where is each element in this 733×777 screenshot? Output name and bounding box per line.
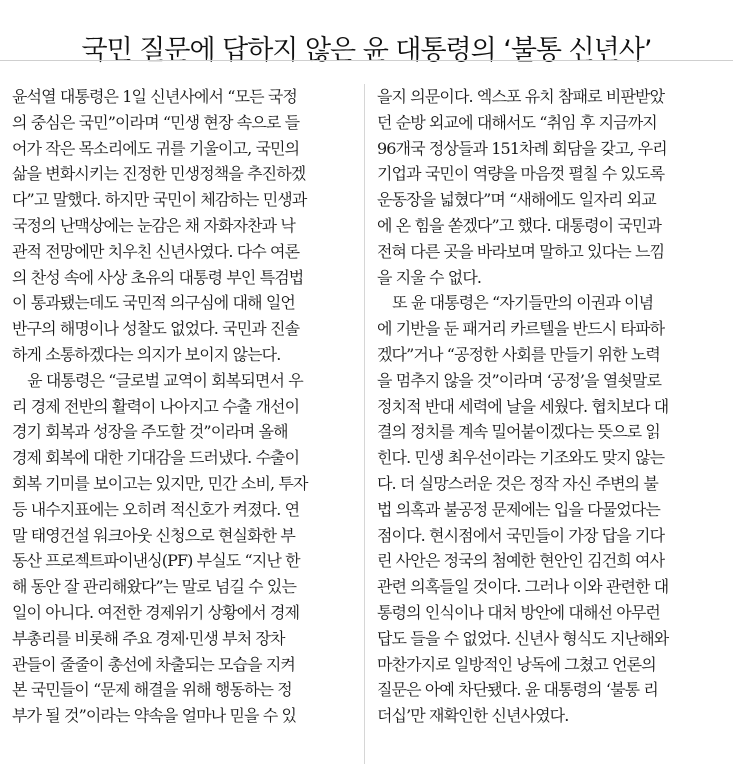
text-line: 회복 기미를 보이고는 있지만, 민간 소비, 투자 (12, 473, 308, 493)
text-line: 다. 더 실망스러운 것은 정작 자신 주변의 불 (377, 473, 658, 493)
text-line: 동산 프로젝트파이낸싱(PF) 부실도 “지난 한 (12, 551, 300, 571)
text-line: 결의 정치를 계속 밀어붙이겠다는 뜻으로 읽 (377, 422, 660, 442)
text-line: 윤석열 대통령은 1일 신년사에서 “모든 국정 (12, 87, 297, 106)
text-line: 이 통과됐는데도 국민적 의구심에 대해 일언 (12, 293, 295, 313)
text-line: 더십’만 재확인한 신년사였다. (377, 706, 569, 726)
text-line: 말 태영건설 워크아웃 신청으로 현실화한 부 (12, 525, 295, 545)
text-line: 경제 회복에 대한 기대감을 드러냈다. 수출이 (12, 448, 300, 468)
text-line: 힌다. 민생 최우선이라는 기조와도 맞지 않는 (377, 448, 665, 468)
text-line: 관들이 줄줄이 총선에 차출되는 모습을 지켜 (12, 654, 295, 674)
text-line: 전혀 다른 곳을 바라보며 말하고 있다는 느낌 (377, 241, 665, 261)
text-line: 삶을 변화시키는 진정한 민생정책을 추진하겠 (12, 164, 306, 184)
text-line: 을 멈추지 않을 것”이라며 ‘공정’을 열쇳말로 (377, 370, 662, 390)
text-line: 또 윤 대통령은 “자기들만의 이권과 이념 (377, 293, 654, 313)
text-line: 해 동안 잘 관리해왔다”는 말로 넘길 수 있는 (12, 577, 297, 597)
column-divider (364, 84, 365, 764)
text-line: 기업과 국민이 역량을 마음껏 펼칠 수 있도록 (377, 164, 665, 184)
text-line: 관련 의혹들일 것이다. 그러나 이와 관련한 대 (377, 577, 669, 597)
text-line: 부총리를 비롯해 주요 경제·민생 부처 장차 (12, 628, 285, 648)
text-line: 통령의 인식이나 대처 방안에 대해선 아무런 (377, 602, 660, 622)
text-line: 에 기반을 둔 패거리 카르텔을 반드시 타파하 (377, 319, 665, 339)
headline-rule (0, 60, 733, 61)
text-line: 의 찬성 속에 사상 초유의 대통령 부인 특검법 (12, 267, 304, 287)
text-line: 경기 회복과 성장을 주도할 것”이라며 올해 (12, 422, 288, 442)
text-line: 일이 아니다. 여전한 경제위기 상황에서 경제 (12, 602, 300, 622)
text-line: 마찬가지로 일방적인 낭독에 그쳤고 언론의 (377, 654, 656, 674)
text-line: 다”고 말했다. 하지만 국민이 체감하는 민생과 (12, 190, 307, 210)
text-line: 리 경제 전반의 활력이 나아지고 수출 개선이 (12, 396, 300, 416)
text-line: 본 국민들이 “문제 해결을 위해 행동하는 정 (12, 680, 292, 700)
text-line: 관적 전망에만 치우친 신년사였다. 다수 여론 (12, 241, 300, 261)
text-line: 법 의혹과 불공정 문제에는 입을 다물었다는 (377, 499, 660, 519)
text-line: 을지 의문이다. 엑스포 유치 참패로 비판받았 (377, 87, 665, 106)
text-line: 의 중심은 국민”이라며 “민생 현장 속으로 들 (12, 112, 300, 132)
text-line: 운동장을 넓혔다”며 “새해에도 일자리 외교 (377, 190, 656, 210)
text-line: 반구의 해명이나 성찰도 없었다. 국민과 진솔 (12, 319, 300, 339)
headline: 국민 질문에 답하지 않은 윤 대통령의 ‘불통 신년사’ (81, 34, 652, 66)
text-line: 어가 작은 목소리에도 귀를 기울이고, 국민의 (12, 138, 300, 158)
text-line: 겠다”거나 “공정한 사회를 만들기 위한 노력 (377, 344, 660, 364)
text-line: 에 온 힘을 쏟겠다”고 했다. 대통령이 국민과 (377, 215, 662, 235)
text-line: 질문은 아예 차단됐다. 윤 대통령의 ‘불통 리 (377, 680, 658, 700)
text-line: 등 내수지표에는 오히려 적신호가 켜졌다. 연 (12, 499, 300, 519)
text-line: 정치적 반대 세력에 날을 세웠다. 협치보다 대 (377, 396, 669, 416)
text-line: 국정의 난맥상에는 눈감은 채 자화자찬과 낙 (12, 215, 295, 235)
text-line: 점이다. 현시점에서 국민들이 가장 답을 기다 (377, 525, 665, 545)
text-line: 96개국 정상들과 151차례 회담을 갖고, 우리 (377, 138, 667, 158)
left-column (12, 84, 358, 729)
text-line: 린 사안은 정국의 첨예한 현안인 김건희 여사 (377, 551, 665, 571)
text-line: 부가 될 것”이라는 약속을 얼마나 믿을 수 있 (12, 706, 297, 726)
text-line: 던 순방 외교에 대해서도 “취임 후 지금까지 (377, 112, 657, 132)
text-line: 윤 대통령은 “글로벌 교역이 회복되면서 우 (12, 370, 303, 390)
text-line: 을 지울 수 없다. (377, 267, 482, 287)
text-line: 답도 들을 수 없었다. 신년사 형식도 지난해와 (377, 628, 669, 648)
right-column (377, 84, 723, 729)
text-line: 하게 소통하겠다는 의지가 보이지 않는다. (12, 344, 281, 364)
